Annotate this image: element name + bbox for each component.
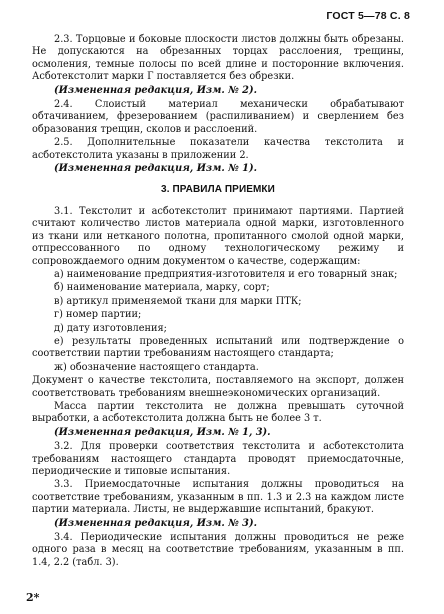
paragraph-2-4: 2.4. Слоистый материал механически обрабатывают обтачиванием, фрезерованием (распиливанием) и сверлением без образования трещин, сколов и расслоений.	[32, 99, 404, 135]
list-item: ж) обозначение настоящего стандарта.	[54, 361, 259, 373]
list-item: а) наименование предприятия-изготовителя и его товарный знак;	[54, 268, 398, 280]
list-item: е) результаты проведенных испытаний или подтверждение о соответствии партии требованиям настоящего стандарта;	[32, 335, 404, 360]
paragraph-3-2: 3.2. Для проверки соответствия текстолита и асботекстолита требованиям настоящего стандарта проводят приемосдаточные, периодические и типовые испытания.	[32, 441, 404, 477]
list-item: б) наименование материала, марку, сорт;	[54, 282, 270, 294]
edit-note-2-3: (Измененная редакция, Изм. № 2).	[54, 84, 257, 96]
paragraph-3-3: 3.3. Приемосдаточные испытания должны проводиться на соответствие требованиям, указанным в пп. 1.3 и 2.3 на каждом листе партии материала. Листы, не выдержавшие испытаний, бракуют.	[32, 479, 404, 516]
edit-note-3-1: (Измененная редакция, Изм. № 1, 3).	[54, 426, 271, 438]
signature-mark: 2*	[26, 591, 40, 604]
list-item: д) дату изготовления;	[54, 322, 167, 334]
document-body	[32, 34, 404, 570]
edit-note-3-3: (Измененная редакция, Изм. № 3).	[54, 517, 257, 529]
list-item: г) номер партии;	[54, 309, 142, 321]
paragraph-2-3: 2.3. Торцовые и боковые плоскости листов должны быть обрезаны. Не допускаются на обрезанных торцах расслоения, трещины, осмоления, темные полосы по всей длине и посторонние включения. Асботекстолит марки Г поставляется без обрезки.	[32, 34, 404, 83]
paragraph-3-1: 3.1. Текстолит и асботекстолит принимают партиями. Партией считают количество листов материала одной марки, изготовленного из ткани или нетканого полотна, пропитанного смолой одной марки, отпрессованного по одному технологическому режиму и сопровождаемого одним документом о качестве, содержащим:	[32, 205, 404, 267]
paragraph-3-4: 3.4. Периодические испытания должны проводиться не реже одного раза в месяц на соответствие требованиям, указанным в пп. 1.4, 2.2 (табл. 3).	[32, 532, 404, 568]
page-header: ГОСТ 5—78 С. 8	[326, 10, 410, 22]
section-title: 3. ПРАВИЛА ПРИЕМКИ	[161, 184, 275, 196]
paragraph-2-5: 2.5. Дополнительные показатели качества текстолита и асботекстолита указаны в приложении 2.	[32, 137, 404, 161]
paragraph-batch-mass: Масса партии текстолита не должна превышать суточной выработки, а асботекстолита должна быть не более 3 т.	[32, 400, 404, 425]
paragraph-export: Документ о качестве текстолита, поставляемого на экспорт, должен соответствовать требованиям внешнеэкономических организаций.	[32, 375, 404, 399]
list-item: в) артикул применяемой ткани для марки ПТК;	[54, 295, 302, 307]
edit-note-2-5: (Измененная редакция, Изм. № 1).	[54, 163, 257, 175]
